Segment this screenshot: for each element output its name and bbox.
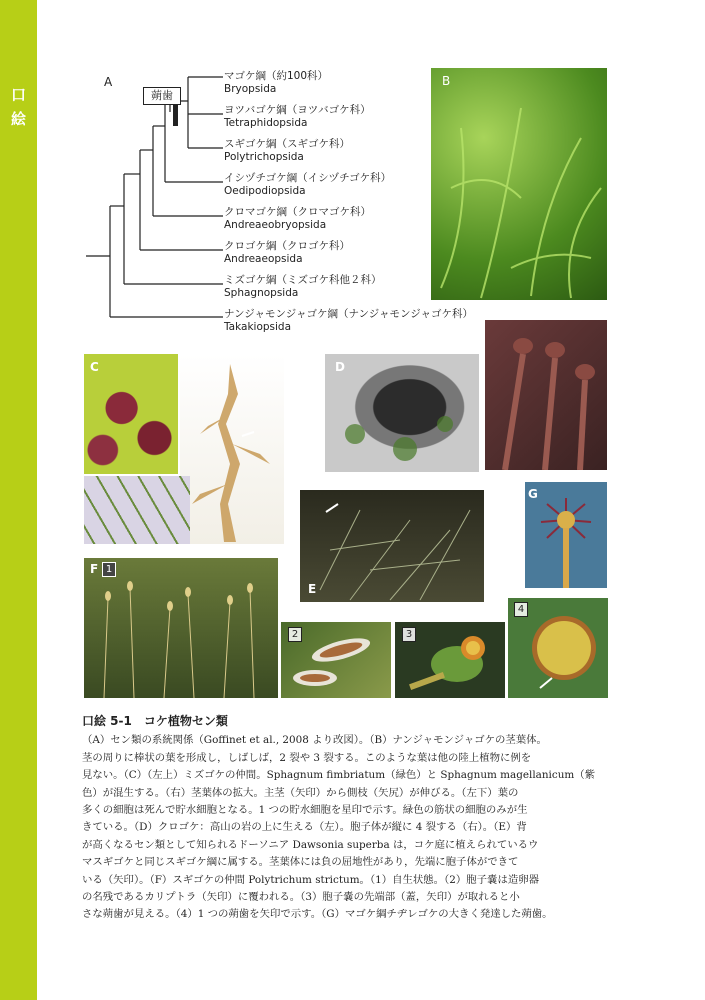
clade-tetraphidopsida: ヨツバゴケ綱（ヨツバゴケ科） Tetraphidopsida [224,104,371,129]
caption-line: の名残であるカリプトラ（矢印）に覆われる。（3）胞子嚢の先端部（蓋，矢印）が取れると小 [82,891,520,904]
photo-e-dawsonia [300,490,484,602]
panel-g-label: G [528,487,538,501]
photo-c-leaf-cells [84,476,190,544]
caption-title: 口絵 5-1 コケ植物セン類 [82,714,228,728]
panel-f1-number: 1 [102,562,116,577]
phylogeny-tree [80,66,230,326]
panel-a-label: A [104,75,113,89]
caption-line: が高くなるセン類として知られるドーソニア Dawsonia superba は，コケ庭に植えられているウ [82,838,539,851]
panel-d-label: D [335,360,345,374]
caption-line: さな蒴歯が見える。（4）1 つの蒴歯を矢印で示す。（G）マゴケ綱チヂレゴケの大きく発達した蒴歯。 [82,908,553,921]
figure-caption [82,713,612,924]
photo-d-rock [325,354,479,472]
panel-f3-number: 3 [402,627,416,642]
caption-line: （A）セン類の系統関係（Goffinet et al., 2008 より改図）。（B）ナンジャモンジャゴケの茎葉体。 [82,734,547,747]
clade-oedipodiopsida: イシヅチゴケ綱（イシヅチゴケ科） Oedipodiopsida [224,172,392,197]
panel-c-label: C [90,360,99,374]
caption-line: 多くの細胞は死んで貯水細胞となる。1 つの貯水細胞を星印で示す。緑色の筋状の細胞のみが生 [82,804,528,817]
caption-line: いる（矢印）。（F）スギゴケの仲間 Polytrichum strictum。（1）自生状態。（2）胞子嚢は造卵器 [82,873,540,886]
clade-sphagnopsida: ミズゴケ綱（ミズゴケ科他２科） Sphagnopsida [224,274,382,299]
caption-line: マスギゴケと同じスギゴケ綱に属する。茎葉体には負の屈地性があり，先端に胞子体ができて [82,856,519,869]
caption-line: きている。（D）クロゴケ：高山の岩の上に生える（左）。胞子体が縦に 4 裂する（右）。（E）背 [82,821,527,834]
clade-andreaeobryopsida: クロマゴケ綱（クロマゴケ科） Andreaeobryopsida [224,206,371,231]
sidebar-label-kuchi: 口 [10,86,26,104]
polytrichum-field-graphic [84,558,278,698]
sphagnum-stem-graphic [180,354,284,544]
clade-bryopsida: マゴケ綱（約100科） Bryopsida [224,70,329,95]
panel-f4-number: 4 [514,602,528,617]
chapter-sidebar [0,0,37,1000]
capsules-graphic [485,320,607,470]
panel-b-label: B [442,74,451,88]
dawsonia-graphic [300,490,484,602]
clade-polytrichopsida: スギゴケ綱（スギゴケ科） Polytrichopsida [224,138,350,163]
moss-strands-graphic [431,68,607,300]
caption-line: 茎の周りに棒状の葉を形成し，しばしば，2 裂や 3 裂する。このような葉は他の陸上植物に例を [82,751,532,764]
panel-e-label: E [308,582,317,596]
photo-b-takakia [431,68,607,300]
clade-takakiopsida: ナンジャモンジャゴケ綱（ナンジャモンジャゴケ科） Takakiopsida [224,308,474,333]
caption-line: 見ない。（C）（左上）ミズゴケの仲間。Sphagnum fimbriatum（緑色）と Sphagnum magellanicum（紫 [82,769,596,782]
rock-moss-graphic [325,354,479,472]
panel-f2-number: 2 [288,627,302,642]
caption-line: 色）が混生する。（右）茎葉体の拡大。主茎（矢印）から側枝（矢尻）が伸びる。（左下）葉の [82,786,519,799]
operculum-teeth-box: 蒴歯 [143,87,181,105]
photo-f1-polytrichum [84,558,278,698]
sidebar-label-e: 絵 [10,110,26,128]
photo-c-stem-closeup [180,354,284,544]
clade-andreaeopsida: クロゴケ綱（クロゴケ科） Andreaeopsida [224,240,350,265]
photo-d-capsules [485,320,607,470]
panel-f-label: F [90,562,99,576]
